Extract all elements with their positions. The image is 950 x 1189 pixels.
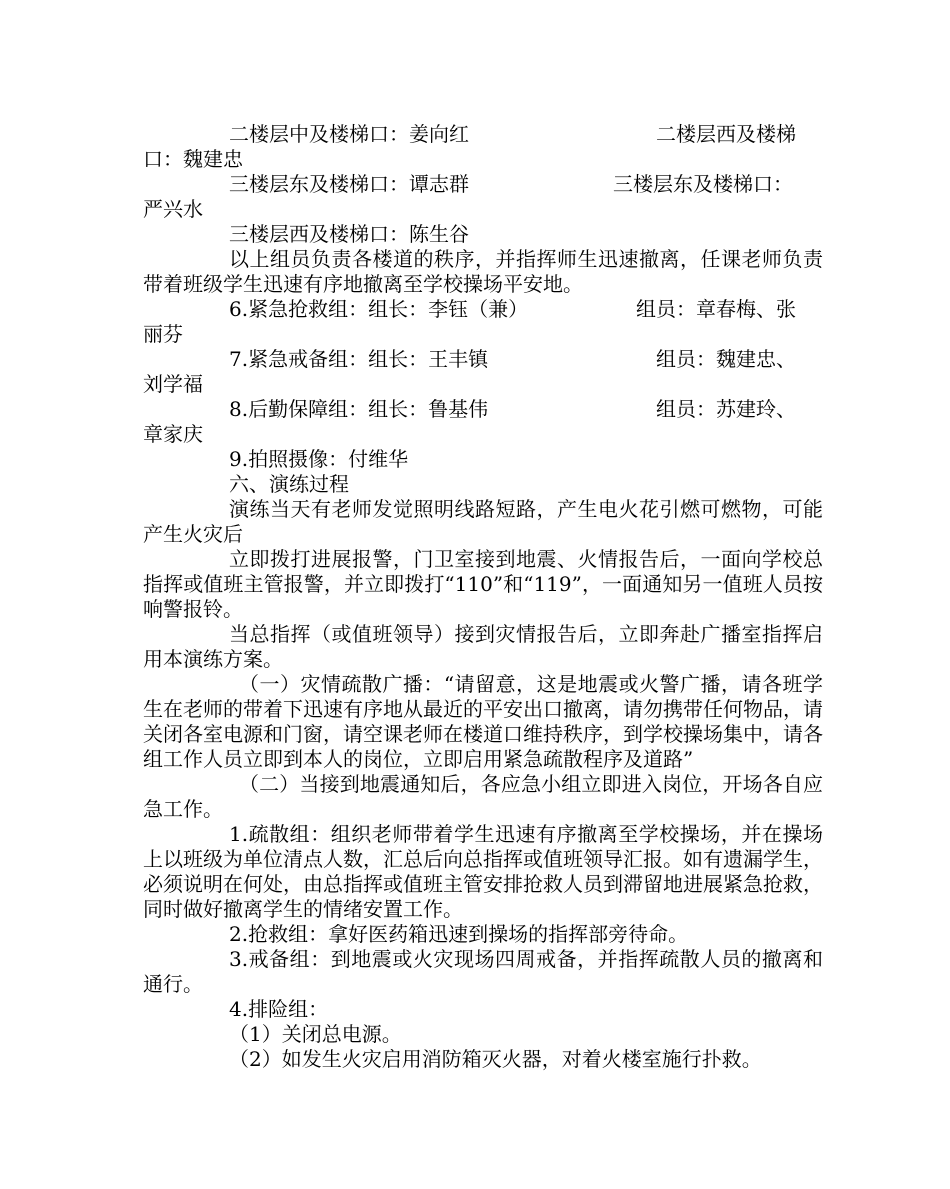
section-title: 六、演练过程: [229, 472, 349, 496]
team-line: [143, 297, 823, 347]
team-leader: 6.紧急抢救组：组长：李钰（兼）: [229, 297, 529, 321]
team-line: [143, 347, 823, 397]
roster-entry-right: 二楼层西及楼梯: [656, 122, 796, 146]
paragraph: 2.抢救组：拿好医药箱迅速到操场的指挥部旁待命。: [229, 922, 689, 946]
paragraph: 立即拨打进展报警，门卫室接到地震、火情报告后，一面向学校总指挥或值班主管报警，并立即拨打“110”和“119”，一面通知另一值班人员按响警报铃。: [143, 547, 823, 621]
roster-entry-left: 三楼层西及楼梯口：陈生谷: [229, 222, 469, 246]
team-members-continued: 章家庆: [143, 422, 203, 446]
paragraph: 以上组员负责各楼道的秩序，并指挥师生迅速撤离，任课老师负责带着班级学生迅速有序地撤离至学校操场平安地。: [143, 247, 823, 296]
roster-line: [143, 172, 823, 222]
team-line: [143, 447, 823, 472]
team-line: [143, 397, 823, 447]
team-members-continued: 丽芬: [143, 322, 183, 346]
roster-entry-continued: 口：魏建忠: [143, 147, 243, 171]
roster-line: [143, 122, 823, 172]
paragraph: 当总指挥（或值班领导）接到灾情报告后，立即奔赴广播室指挥启用本演练方案。: [143, 622, 823, 671]
photographer: 9.拍照摄像：付维华: [229, 447, 409, 471]
list-item: （1）关闭总电源。: [229, 1022, 402, 1046]
team-members-continued: 刘学福: [143, 372, 203, 396]
paragraph: 演练当天有老师发觉照明线路短路，产生电火花引燃可燃物，可能产生火灾后: [143, 497, 823, 546]
paragraph: 3.戒备组：到地震或火灾现场四周戒备，并指挥疏散人员的撤离和通行。: [143, 947, 823, 996]
paragraph: 1.疏散组：组织老师带着学生迅速有序撤离至学校操场，并在操场上以班级为单位清点人数，汇总后向总指挥或值班领导汇报。如有遗漏学生，必须说明在何处，由总指挥或值班主管安排抢救人员到滞留地进展紧急抢救，同时做好撤离学生的情绪安置工作。: [143, 822, 823, 921]
roster-line: [143, 222, 823, 247]
team-leader: 8.后勤保障组：组长：鲁基伟: [229, 397, 489, 421]
paragraph: （二）当接到地震通知后，各应急小组立即进入岗位，开场各自应急工作。: [143, 772, 823, 821]
team-members: 组员：魏建忠、: [656, 347, 796, 371]
team-members: 组员：苏建玲、: [656, 397, 796, 421]
section-heading: [143, 472, 823, 497]
paragraph: 4.排险组：: [229, 997, 329, 1021]
roster-entry-continued: 严兴水: [143, 197, 203, 221]
roster-entry-right: 三楼层东及楼梯口：: [613, 172, 793, 196]
roster-entry-left: 二楼层中及楼梯口：姜向红: [229, 122, 469, 146]
list-item: （2）如发生火灾启用消防箱灭火器，对着火楼室施行扑救。: [229, 1047, 762, 1071]
document-body: [143, 122, 823, 1072]
team-members: 组员：章春梅、张: [636, 297, 796, 321]
paragraph: （一）灾情疏散广播：“请留意，这是地震或火警广播，请各班学生在老师的带着下迅速有序地从最近的平安出口撤离，请勿携带任何物品，请关闭各室电源和门窗，请空课老师在楼道口维持秩序，到学校操场集中，请各组工作人员立即到本人的岗位，立即启用紧急疏散程序及道路”: [143, 672, 823, 771]
roster-entry-left: 三楼层东及楼梯口：谭志群: [229, 172, 469, 196]
team-leader: 7.紧急戒备组：组长：王丰镇: [229, 347, 489, 371]
